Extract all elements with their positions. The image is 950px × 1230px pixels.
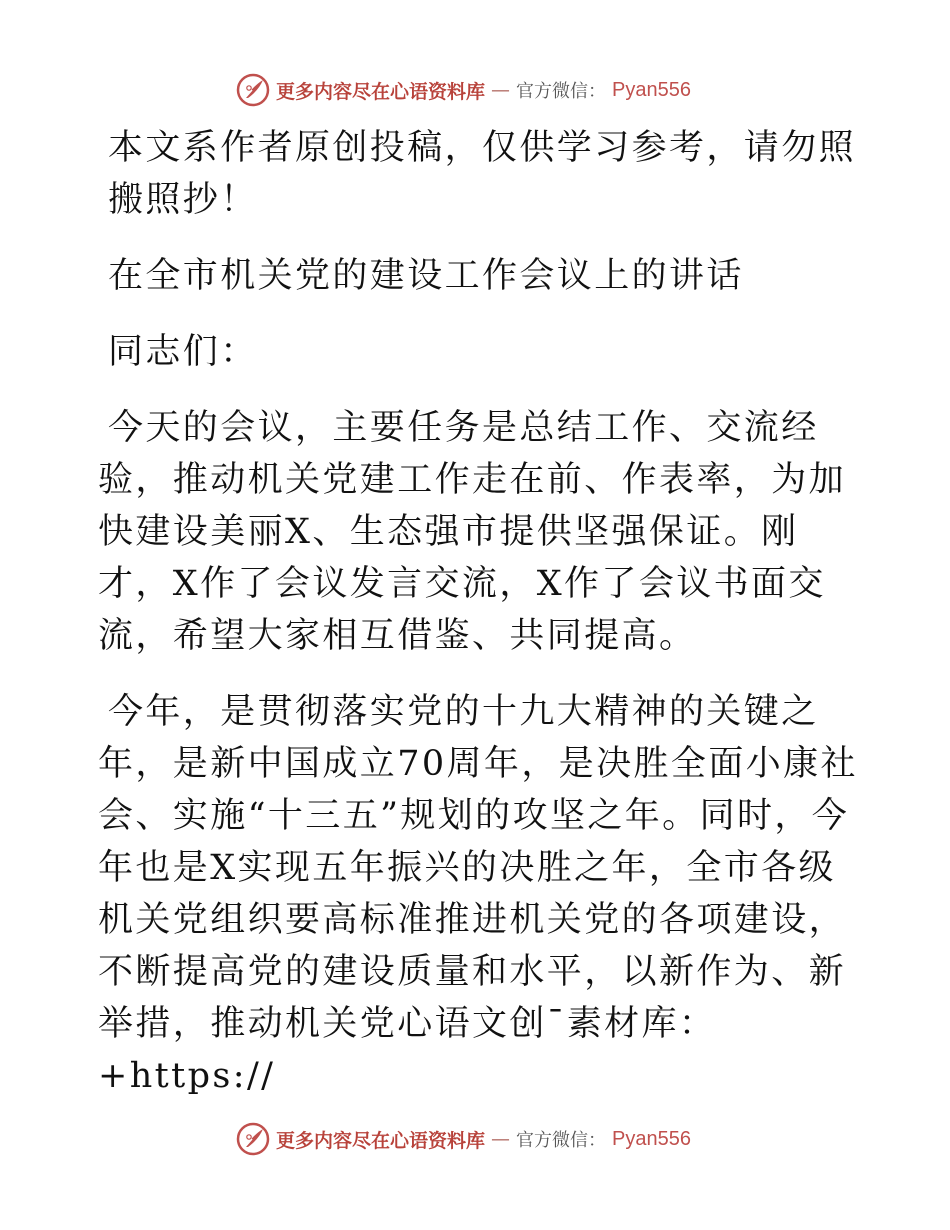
document-title: 在全市机关党的建设工作会议上的讲话 <box>108 256 744 296</box>
watermark-brand: 更多内容尽在心语资料库 <box>276 80 486 103</box>
watermark-official-label: 官方微信： <box>516 81 607 102</box>
watermark-brand: 更多内容尽在心语资料库 <box>276 1129 486 1152</box>
watermark-official-label: 官方微信： <box>516 1130 607 1151</box>
footer-watermark <box>236 1122 691 1156</box>
quill-pen-logo-icon <box>236 1122 270 1156</box>
watermark-dash: — <box>491 1128 511 1150</box>
watermark-dash: — <box>491 79 511 101</box>
body-paragraph-1-text: 今天的会议，主要任务是总结工作、交流经验，推动机关党建工作走在前、作表率，为加快建设美丽X、生态强市提供坚强保证。刚才，X作了会议发言交流，X作了会议书面交流，希望大家相互借鉴、共同提高。 <box>98 408 847 656</box>
document-body <box>98 122 858 1102</box>
salutation: 同志们： <box>108 332 258 372</box>
body-paragraph-2-text: 今年，是贯彻落实党的十九大精神的关键之年，是新中国成立70周年，是决胜全面小康社会、实施“十三五”规划的攻坚之年。同时，今年也是X实现五年振兴的决胜之年，全市各级机关党组织要高标准推进机关党的各项建设，不断提高党的建设质量和水平，以新作为、新举措，推动机关党心语文创¯素材库：+https:// <box>98 692 858 1096</box>
quill-pen-logo-icon <box>236 73 270 107</box>
watermark-wechat-id: Pyan556 <box>612 1127 691 1150</box>
body-paragraph-1 <box>98 402 858 662</box>
copyright-notice: 本文系作者原创投稿，仅供学习参考，请勿照搬照抄！ <box>108 128 857 220</box>
header-watermark <box>236 73 691 107</box>
watermark-wechat-id: Pyan556 <box>612 78 691 101</box>
body-paragraph-2 <box>98 686 858 1102</box>
